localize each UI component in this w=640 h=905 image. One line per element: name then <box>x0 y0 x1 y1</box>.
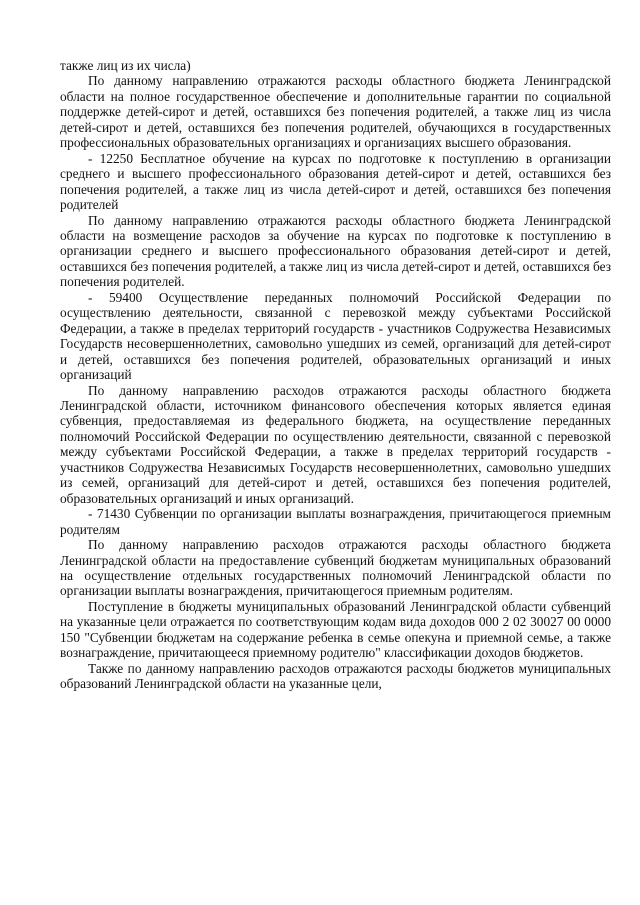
document-page <box>60 58 611 692</box>
paragraph-full-state-support: По данному направлению отражаются расходы областного бюджета Ленинградской области на полное государственное обеспечение и дополнительные гарантии по социальной поддержке детей-сирот и детей, оставшихся без попечения родителей, а также лиц из числа детей-сирот и детей, оставшихся без попечения родителей, обучающихся в государственных профессиональных образовательных организациях и организациях высшего образования. <box>60 73 611 151</box>
paragraph-revenue-code: Поступление в бюджеты муниципальных образований Ленинградской области субвенций на указанные цели отражается по соответствующим кодам вида доходов 000 2 02 30027 00 0000 150 "Субвенции бюджетам на содержание ребенка в семье опекуна и приемной семье, а также вознаграждение, причитающееся приемному родителю" классификации доходов бюджетов. <box>60 598 611 661</box>
paragraph-continuation: также лиц из их числа) <box>60 58 191 73</box>
paragraph-code-71430: - 71430 Субвенции по организации выплаты вознаграждения, причитающегося приемным родителям <box>60 506 611 537</box>
paragraph-code-12250: - 12250 Бесплатное обучение на курсах по подготовке к поступлению в организации среднего и высшего профессионального образования детей-сирот и детей, оставшихся без попечения родителей, а также лиц из числа детей-сирот и детей, оставшихся без попечения родителей <box>60 150 611 213</box>
paragraph-courses-reimbursement: По данному направлению отражаются расходы областного бюджета Ленинградской области на возмещение расходов за обучение на курсах по подготовке к поступлению в организации среднего и высшего профессионального образования детей-сирот и детей, оставшихся без попечения родителей, а также лиц из числа детей-сирот и детей, оставшихся без попечения родителей. <box>60 212 611 290</box>
paragraph-subventions-municipal: По данному направлению расходов отражаются расходы областного бюджета Ленинградской области на предоставление субвенций бюджетам муниципальных образований на осуществление отдельных государственных полномочий Ленинградской области по организации выплаты вознаграждения, причитающегося приемным родителям. <box>60 537 611 599</box>
paragraph-code-59400: - 59400 Осуществление переданных полномочий Российской Федерации по осуществлению деятельности, связанной с перевозкой между субъектами Российской Федерации, а также в пределах территорий государств - участников Содружества Независимых Государств несовершеннолетних, самовольно ушедших из семей, организаций для детей-сирот и детей, оставшихся без попечения родителей, образовательных организаций и иных организаций <box>60 289 611 383</box>
paragraph-municipal-expenses: Также по данному направлению расходов отражаются расходы бюджетов муниципальных образований Ленинградской области на указанные цели, <box>60 660 611 692</box>
paragraph-single-subvention: По данному направлению расходов отражаются расходы областного бюджета Ленинградской области, источником финансового обеспечения которых является единая субвенция, предоставляемая из федерального бюджета, на осуществление переданных полномочий Российской Федерации по осуществлению деятельности, связанной с перевозкой между субъектами Российской Федерации, а также в пределах территорий государств - участников Содружества Независимых Государств несовершеннолетних, самовольно ушедших из семей, организаций для детей-сирот и детей, оставшихся без попечения родителей, образовательных организаций и иных организаций. <box>60 382 611 506</box>
